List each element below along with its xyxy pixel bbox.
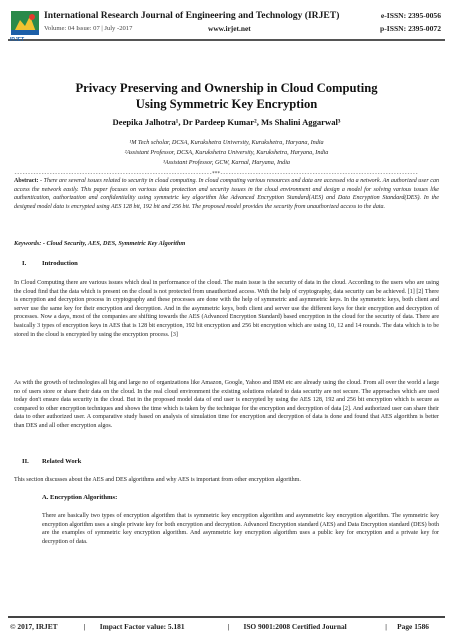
section-heading-introduction <box>14 260 78 267</box>
keywords: Keywords: - Cloud Security, AES, DES, Symmetric Key Algorithm <box>14 240 186 247</box>
section-number: II. <box>22 458 29 465</box>
footer-copyright: © 2017, IRJET <box>10 622 58 631</box>
journal-volume: Volume: 04 Issue: 07 | July -2017 <box>44 25 133 32</box>
section-title: Introduction <box>42 260 78 267</box>
pissn: p-ISSN: 2395-0072 <box>380 24 441 33</box>
title-line-1: Privacy Preserving and Ownership in Cloud Computing <box>75 81 378 95</box>
paper-title <box>20 80 433 112</box>
section-number: I. <box>22 260 27 267</box>
journal-website[interactable]: www.irjet.net <box>208 24 251 33</box>
footer-divider-1: | <box>83 622 86 631</box>
abstract <box>14 177 439 211</box>
related-work-paragraph: This section discusses about the AES and DES algorithms and why AES is important from other encryption algorithm. <box>14 477 301 483</box>
journal-header <box>8 8 445 50</box>
abstract-text: - There are several issues related to security in cloud computing. In cloud computing various resources and data are accessed via a network. An authorized user can access the network easily. This paper focuses on various data protection and security issues in the cloud environment and design a model for solving various issues like authentication, authorization and confidentiality using symmetric key algorithm like Advanced Encryption Standard(AES) and Data Encryption Standard(DES). In the designed model data is encrypted using AES 128 bit, 192 bit and 256 bit. The proposed model provides the security from unauthorized access to the data. <box>14 178 439 210</box>
section-title: Related Work <box>42 458 82 465</box>
footer-divider-3: | <box>385 622 387 631</box>
footer-divider-2: | <box>227 622 230 631</box>
page-footer <box>10 622 443 631</box>
affiliation-1: ¹M Tech scholar, DCSA, Kurukshetra University, Kurukshetra, Haryana, India <box>129 139 324 146</box>
section-heading-related-work <box>14 458 81 465</box>
footer-iso: ISO 9001:2008 Certified Journal <box>243 622 347 631</box>
intro-paragraph-1: In Cloud Computing there are various issues which deal in performance of the cloud. The main issue is the security of data in the cloud. According to the users who are using the cloud find that the data which is present on the cloud is not protected from unauthorized access. With the help of cryptography, data security can be achieved. [1] [2] There is encryption and decryption process in cryptography and these processes are done with the help of symmetric and asymmetric keys. In the symmetric keys, both client and server use the same key for their encryption and decryption. And in the asymmetric keys, both client and server use the different keys for their encryption and decryption of processes. Now a days, most of the companies are shifting towards the AES (Advanced Encryption Standard) based encryption in the cloud for the security of data. There are basically 3 types of encryption keys in AES that is 128 bit encryption, 192 bit encryption and 256 bit encryption which are using 10, 12 and 14 rounds. The data which is to be stored in the cloud is encrypted by using the encryption process. [3] <box>14 280 439 338</box>
eissn: e-ISSN: 2395-0056 <box>380 11 441 20</box>
title-line-2: Using Symmetric Key Encryption <box>135 97 318 111</box>
affiliation-2: ²Assistant Professor, DCSA, Kurukshetra University, Kurukshetra, Haryana, India <box>124 149 329 156</box>
intro-paragraph-2: As with the growth of technologies all big and large no of organizations like Amazon, Google, Yahoo and IBM etc are already using the cloud. From all over the world a large no of users store or share their data on the cloud. In the real cloud environment the existing solutions related to data security are not secure. The approaches which are used today don't ensure data security in the cloud. But in the proposed model data of end user is encrypted by using the AES 128, 192 and 256 bit encryption which is secure as compared to other encryption techniques and shows the time which is taken by the technique for the encryption and decryption of data [2]. And authorized user can share their data to other authorized user. A comparative study based on analysis of simulation time for encryption and decryption of data is done and found that AES algorithm is better than DES and all other encryption algos. <box>14 380 439 429</box>
footer-divider <box>8 616 445 618</box>
abstract-label: Abstract: <box>14 178 39 184</box>
subsection-heading-encryption: A. Encryption Algorithms: <box>42 494 118 501</box>
authors: Deepika Jalhotra¹, Dr Pardeep Kumar², Ms Shalini Aggarwal³ <box>112 117 341 127</box>
journal-title: International Research Journal of Engineering and Technology (IRJET) <box>44 10 340 21</box>
encryption-paragraph: There are basically two types of encryption algorithm that is symmetric key encryption algorithm and asymmetric key encryption algorithm. The symmetric key encryption algorithm uses a single private key for both encryption and decryption. Advanced Encryption standard (AES) and Data Encryption standard (DES) both are the examples of symmetric key encryption algorithm. And asymmetric key encryption algorithm uses a public key for encryption and a private key for decryption of data. <box>42 513 439 545</box>
footer-page-number: Page 1586 <box>397 622 429 631</box>
footer-impact-factor: Impact Factor value: 5.181 <box>99 622 185 631</box>
header-divider <box>8 39 445 41</box>
logo-caption: IRJET <box>10 37 25 43</box>
affiliation-3: ³Assistant Professor, GCW, Karnal, Haryana, India <box>162 159 291 166</box>
separator: -------------------------------------------------------------------------***------------------------------------------------------------------------- <box>14 171 418 177</box>
